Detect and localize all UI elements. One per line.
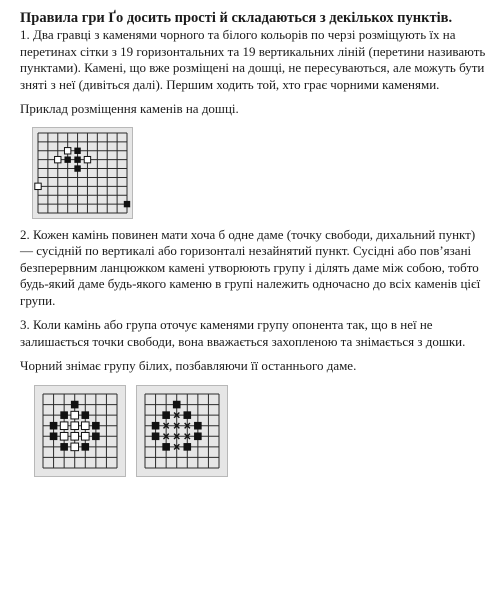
black-stone: [60, 443, 68, 451]
white-stone: [81, 421, 89, 429]
black-stone: [194, 421, 202, 429]
rule-2-paragraph: 2. Кожен камінь повинен мати хоча б одне даме (точку свободи, дихальний пункт) — сусідній по вертикалі або горизонталі незайнятий пункт. Сусідні або пов’язані безперервним ланцюжком камені утворюють групу і ділять даме між собою, тобто будь-який даме будь-якого каменю в групі належить одночасно до всіх каменів цієї групи.: [20, 226, 481, 308]
white-stone: [60, 421, 68, 429]
black-stone: [173, 400, 181, 408]
white-stone: [60, 432, 68, 440]
black-stone: [81, 443, 89, 451]
black-stone: [50, 432, 58, 440]
black-stone: [74, 156, 80, 162]
white-stone: [71, 443, 79, 451]
example-caption: Приклад розміщення каменів на дошці.: [20, 101, 239, 116]
black-stone: [124, 200, 130, 206]
black-stone: [183, 443, 191, 451]
black-stone: [50, 421, 58, 429]
white-stone: [55, 156, 61, 162]
black-stone: [74, 147, 80, 153]
white-stone: [81, 432, 89, 440]
board-background: [137, 385, 228, 476]
black-stone: [60, 411, 68, 419]
black-stone: [152, 432, 160, 440]
black-stone: [81, 411, 89, 419]
white-stone: [64, 147, 70, 153]
example-board-figure: [32, 127, 489, 219]
white-stone: [71, 411, 79, 419]
capture-caption: Чорний знімає групу білих, позбавляючи її останнього даме.: [20, 358, 357, 373]
capture-before-board: [34, 385, 126, 477]
rule-3-paragraph: 3. Коли камінь або група оточує каменями групу опонента так, що в неї не залишається точки свободи, вона вважається захопленою та знімається з дошки.: [20, 317, 466, 349]
black-stone: [162, 411, 170, 419]
black-stone: [152, 421, 160, 429]
capture-after-board: [136, 385, 228, 477]
white-stone: [84, 156, 90, 162]
rule-1-paragraph: 1. Два гравці з каменями чорного та білого кольорів по черзі розміщують їх на перетинах сітки з 19 горизонтальних та 19 вертикальних ліній (перетини називають пунктами). Камені, що вже розміщені на дошці, не пересуваються, але можуть бути зняті з неї (дивіться далі). Першим ходить той, хто грає чорними каменями.: [20, 27, 486, 92]
black-stone: [71, 400, 79, 408]
black-stone: [92, 421, 100, 429]
black-stone: [64, 156, 70, 162]
rules-heading: Правила гри Ґо досить прості й складаються з декількох пунктів.: [20, 10, 453, 26]
black-stone: [92, 432, 100, 440]
capture-figures: [34, 385, 489, 477]
white-stone: [35, 183, 41, 189]
black-stone: [74, 165, 80, 171]
black-stone: [162, 443, 170, 451]
white-stone: [71, 432, 79, 440]
black-stone: [194, 432, 202, 440]
black-stone: [183, 411, 191, 419]
board-background: [35, 385, 126, 476]
example-board: [32, 127, 133, 219]
white-stone: [71, 421, 79, 429]
